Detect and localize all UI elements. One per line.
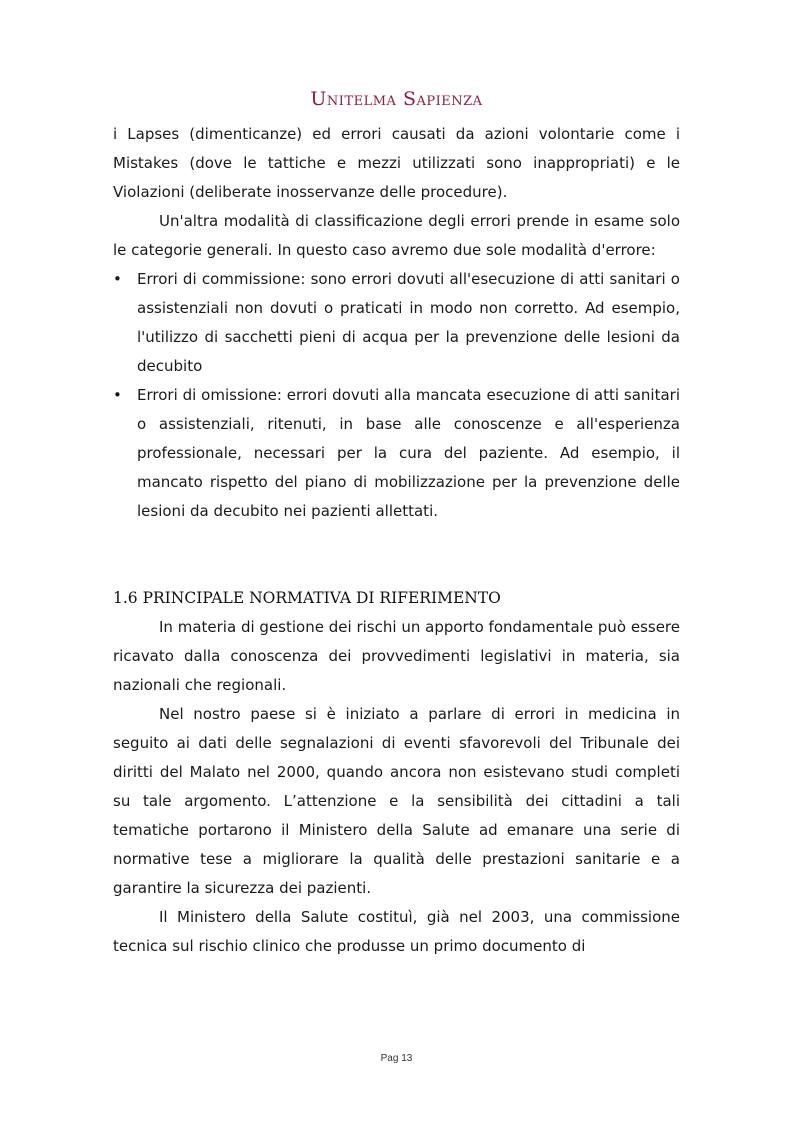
- paragraph-classification: Un'altra modalità di classificazione degli errori prende in esame solo le categorie generali. In questo caso avremo due sole modalità d'errore:: [113, 212, 680, 259]
- list-item-text: Errori di commissione: sono errori dovuti all'esecuzione di atti sanitari o assistenziali non dovuti o praticati in modo non corretto. Ad esempio, l'utilizzo di sacchetti pieni di acqua per la prevenzione delle lesioni da decubito: [137, 270, 680, 375]
- paragraph-continued: i Lapses (dimenticanze) ed errori causati da azioni volontarie come i Mistakes (dove le tattiche e mezzi utilizzati sono inappropriati) e le Violazioni (deliberate inosservanze delle procedure).: [113, 125, 680, 201]
- error-types-list: [113, 265, 680, 526]
- section-paragraph-1: In materia di gestione dei rischi un apporto fondamentale può essere ricavato dalla conoscenza dei provvedimenti legislativi in materia, sia nazionali che regionali.: [113, 618, 680, 694]
- page-number: Pag 13: [380, 1053, 413, 1064]
- bullet-icon: •: [113, 270, 122, 288]
- list-item-commissione: [113, 265, 680, 381]
- document-body: [113, 120, 680, 961]
- section-paragraph-2: Nel nostro paese si è iniziato a parlare di errori in medicina in seguito ai dati delle segnalazioni di eventi sfavorevoli del Tribunale dei diritti del Malato nel 2000, quando ancora non esistevano studi completi su tale argomento. L’attenzione e la sensibilità dei cittadini a tali tematiche portarono il Ministero della Salute ad emanare una serie di normative tese a migliorare la qualità delle prestazioni sanitarie e a garantire la sicurezza dei pazienti.: [113, 705, 680, 897]
- section-paragraph-3: Il Ministero della Salute costituì, già nel 2003, una commissione tecnica sul rischio clinico che produsse un primo documento di: [113, 908, 680, 955]
- bullet-icon: •: [113, 386, 122, 404]
- section-heading: 1.6 PRINCIPALE NORMATIVA DI RIFERIMENTO: [113, 589, 501, 607]
- document-header: Unitelma Sapienza: [310, 88, 483, 110]
- list-item-omissione: [113, 381, 680, 526]
- list-item-text: Errori di omissione: errori dovuti alla mancata esecuzione di atti sanitari o assistenziali, ritenuti, in base alle conoscenze e all'esperienza professionale, necessari per la cura del paziente. Ad esempio, il mancato rispetto del piano di mobilizzazione per la prevenzione delle lesioni da decubito nei pazienti allettati.: [137, 386, 680, 520]
